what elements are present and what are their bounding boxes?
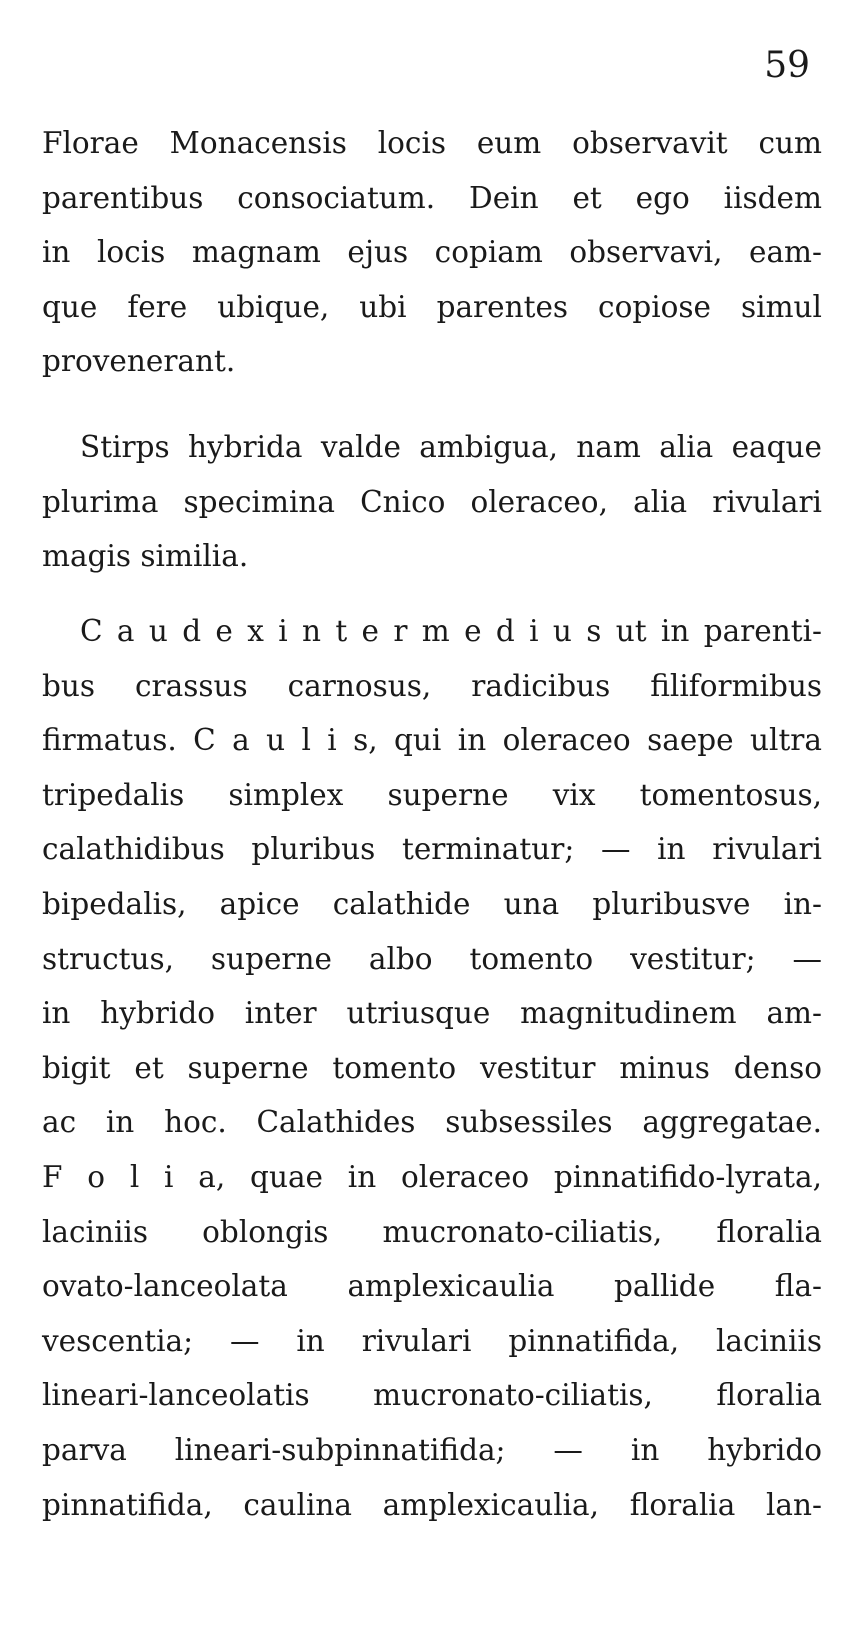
text-line: parva lineari-subpinnatifida; — in hybrido bbox=[42, 1432, 822, 1467]
text-line: bipedalis, apice calathide una pluribusve in- bbox=[42, 886, 822, 921]
text-line: in hybrido inter utriusque magnitudinem am- bbox=[42, 996, 822, 1031]
text-line: ac in hoc. Calathides subsessiles aggregatae. bbox=[42, 1105, 822, 1140]
text-line: parentibus consociatum. Dein et ego iisdem bbox=[42, 180, 822, 215]
text-line: magis similia. bbox=[42, 539, 249, 574]
text-line: que fere ubique, ubi parentes copiose simul bbox=[42, 289, 822, 324]
paragraph-3 bbox=[42, 604, 822, 1532]
text-line: bus crassus carnosus, radicibus filiformibus bbox=[42, 668, 822, 703]
paragraph-2 bbox=[42, 420, 822, 584]
text-line: provenerant. bbox=[42, 344, 236, 379]
text-line: vescentia; — in rivulari pinnatifida, laciniis bbox=[42, 1323, 822, 1358]
text-line: plurima specimina Cnico oleraceo, alia rivulari bbox=[42, 484, 822, 519]
text-line: tripedalis simplex superne vix tomentosus, bbox=[42, 777, 822, 812]
text-line: Stirps hybrida valde ambigua, nam alia eaque bbox=[80, 430, 822, 464]
paragraph-1 bbox=[42, 116, 822, 389]
text-line: pinnatifida, caulina amplexicaulia, floralia lan- bbox=[42, 1487, 822, 1522]
text-line: C a u d e x i n t e r m e d i u s ut in parenti- bbox=[80, 614, 822, 648]
text-line: laciniis oblongis mucronato-ciliatis, floralia bbox=[42, 1214, 822, 1249]
page-number: 59 bbox=[764, 45, 810, 86]
text-line: Florae Monacensis locis eum observavit cum bbox=[42, 126, 822, 160]
text-line: structus, superne albo tomento vestitur; — bbox=[42, 941, 822, 976]
text-line: bigit et superne tomento vestitur minus denso bbox=[42, 1050, 822, 1085]
text-line: F o l i a, quae in oleraceo pinnatifido-lyrata, bbox=[42, 1159, 822, 1194]
text-line: firmatus. C a u l i s, qui in oleraceo saepe ultra bbox=[42, 723, 822, 758]
text-line: calathidibus pluribus terminatur; — in rivulari bbox=[42, 832, 822, 867]
text-line: lineari-lanceolatis mucronato-ciliatis, floralia bbox=[42, 1378, 822, 1413]
text-line: in locis magnam ejus copiam observavi, eam- bbox=[42, 235, 822, 270]
text-line: ovato-lanceolata amplexicaulia pallide fla- bbox=[42, 1269, 822, 1304]
